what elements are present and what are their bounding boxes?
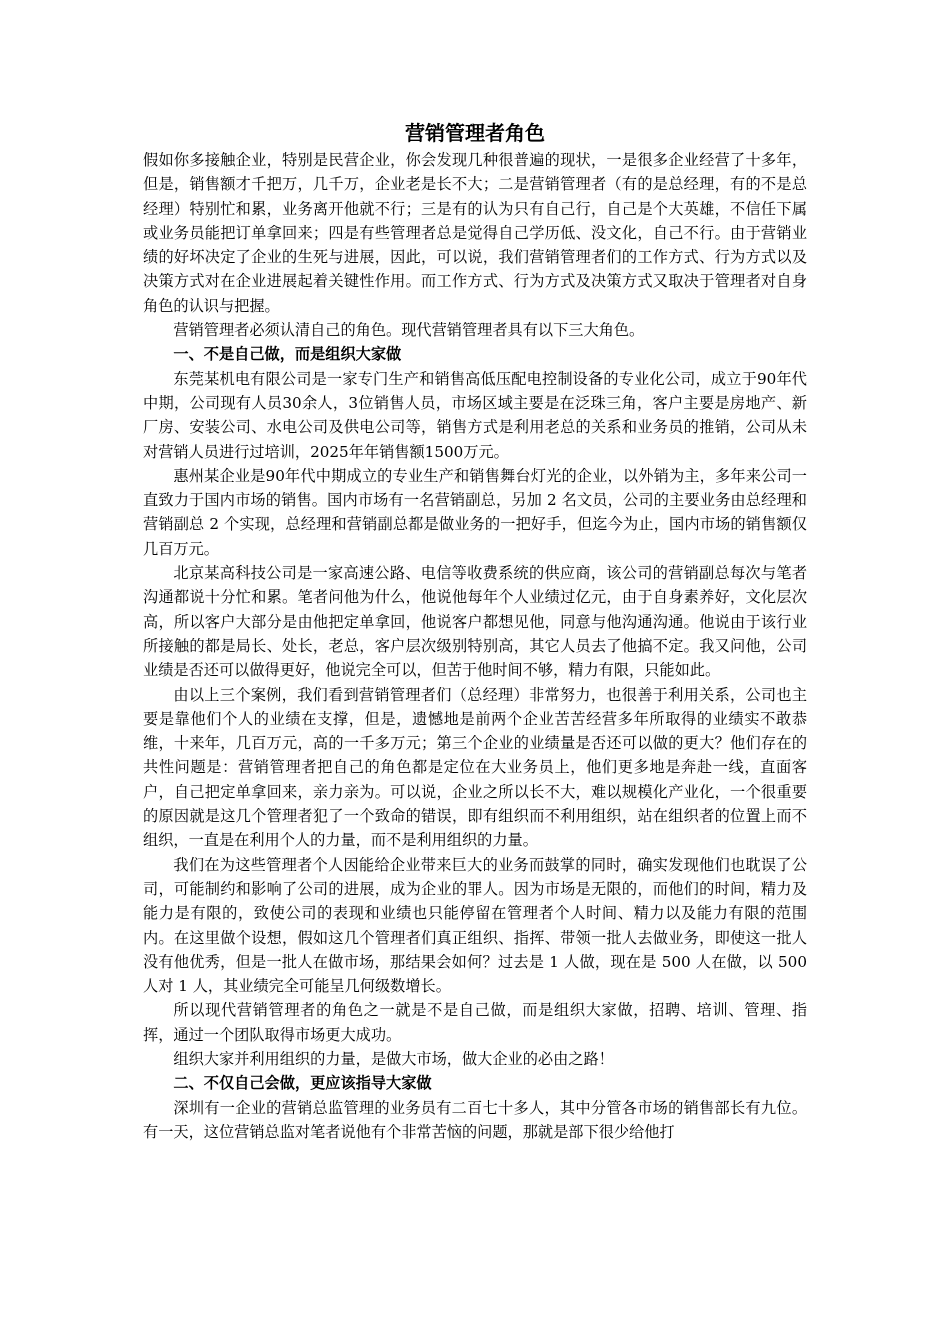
body-paragraph: 东莞某机电有限公司是一家专门生产和销售高低压配电控制设备的专业化公司，成立于90年代中期，公司现有人员30余人，3位销售人员，市场区域主要是在泛珠三角，客户主要是房地产、新厂房、安装公司、水电公司及供电公司等，销售方式是利用老总的关系和业务员的推销，公司从未对营销人员进行过培训，2025年年销售额1500万元。 bbox=[143, 369, 807, 461]
body-paragraph: 北京某高科技公司是一家高速公路、电信等收费系统的供应商，该公司的营销副总每次与笔者沟通都说十分忙和累。笔者问他为什么，他说他每年个人业绩过亿元，由于自身素养好，文化层次高，所以客户大部分是由他把定单拿回，他说客户都想见他，同意与他沟通沟通。他说由于该行业所接触的都是局长、处长，老总，客户层次级别特别高，其它人员去了他搞不定。我又问他，公司业绩是否还可以做得更好，他说完全可以，但苦于他时间不够，精力有限，只能如此。 bbox=[143, 564, 807, 680]
body-paragraph: 惠州某企业是90年代中期成立的专业生产和销售舞台灯光的企业，以外销为主，多年来公司一直致力于国内市场的销售。国内市场有一名营销副总，另加 2 名文员，公司的主要业务由总经理和营销副总 2 个实现，总经理和营销副总都是做业务的一把好手，但迄今为止，国内市场的销售额仅几百万元。 bbox=[143, 466, 807, 558]
body-paragraph: 假如你多接触企业，特别是民营企业，你会发现几种很普遍的现状，一是很多企业经营了十多年，但是，销售额才千把万，几千万，企业老是长不大；二是营销管理者（有的是总经理，有的不是总经理）特别忙和累，业务离开他就不行；三是有的认为只有自己行，自己是个大英雄，不信任下属或业务员能把订单拿回来；四是有些管理者总是觉得自己学历低、没文化，自己不行。由于营销业绩的好坏决定了企业的生死与进展，因此，可以说，我们营销管理者们的工作方式、行为方式以及决策方式对在企业进展起着关键性作用。而工作方式、行为方式及决策方式又取决于管理者对自身角色的认识与把握。 bbox=[143, 151, 807, 315]
document-title: 营销管理者角色 bbox=[405, 121, 545, 145]
body-paragraph: 组织大家并利用组织的力量，是做大市场，做大企业的必由之路！ bbox=[173, 1049, 614, 1068]
section-heading: 二、不仅自己会做，更应该指导大家做 bbox=[173, 1074, 432, 1093]
body-paragraph: 深圳有一企业的营销总监管理的业务员有二百七十多人，其中分管各市场的销售部长有九位。有一天，这位营销总监对笔者说他有个非常苦恼的问题，那就是部下很少给他打 bbox=[143, 1098, 807, 1141]
body-paragraph: 我们在为这些管理者个人因能给企业带来巨大的业务而鼓掌的同时，确实发现他们也耽误了公司，可能制约和影响了公司的进展，成为企业的罪人。因为市场是无限的，而他们的时间，精力及能力是有限的，致使公司的表现和业绩也只能停留在管理者个人时间、精力以及能力有限的范围内。在这里做个设想，假如这几个管理者们真正组织、指挥、带领一批人去做业务，即使这一批人没有他优秀，但是一批人在做市场，那结果会如何？过去是 1 人做，现在是 500 人在做，以 500 人对 1 人，其业绩完全可能呈几何级数增长。 bbox=[143, 855, 807, 996]
section-heading: 一、不是自己做，而是组织大家做 bbox=[173, 345, 402, 364]
document-page bbox=[143, 118, 807, 1144]
body-paragraph: 由以上三个案例，我们看到营销管理者们（总经理）非常努力，也很善于利用关系，公司也主要是靠他们个人的业绩在支撑，但是，遗憾地是前两个企业苦苦经营多年所取得的业绩实不敢恭维，十来年，几百万元，高的一千多万元；第三个企业的业绩量是否还可以做的更大？他们存在的共性问题是：营销管理者把自己的角色都是定位在大业务员上，他们更多地是奔赴一线，直面客户，自己把定单拿回来，亲力亲为。可以说，企业之所以长不大，难以规模化产业化，一个很重要的原因就是这几个管理者犯了一个致命的错误，即有组织而不利用组织，站在组织者的位置上而不组织，一直是在利用个人的力量，而不是利用组织的力量。 bbox=[143, 685, 807, 850]
document-body bbox=[143, 148, 807, 1144]
body-paragraph: 营销管理者必须认清自己的角色。现代营销管理者具有以下三大角色。 bbox=[173, 321, 645, 340]
body-paragraph: 所以现代营销管理者的角色之一就是不是自己做，而是组织大家做，招聘、培训、管理、指挥，通过一个团队取得市场更大成功。 bbox=[143, 1001, 807, 1044]
